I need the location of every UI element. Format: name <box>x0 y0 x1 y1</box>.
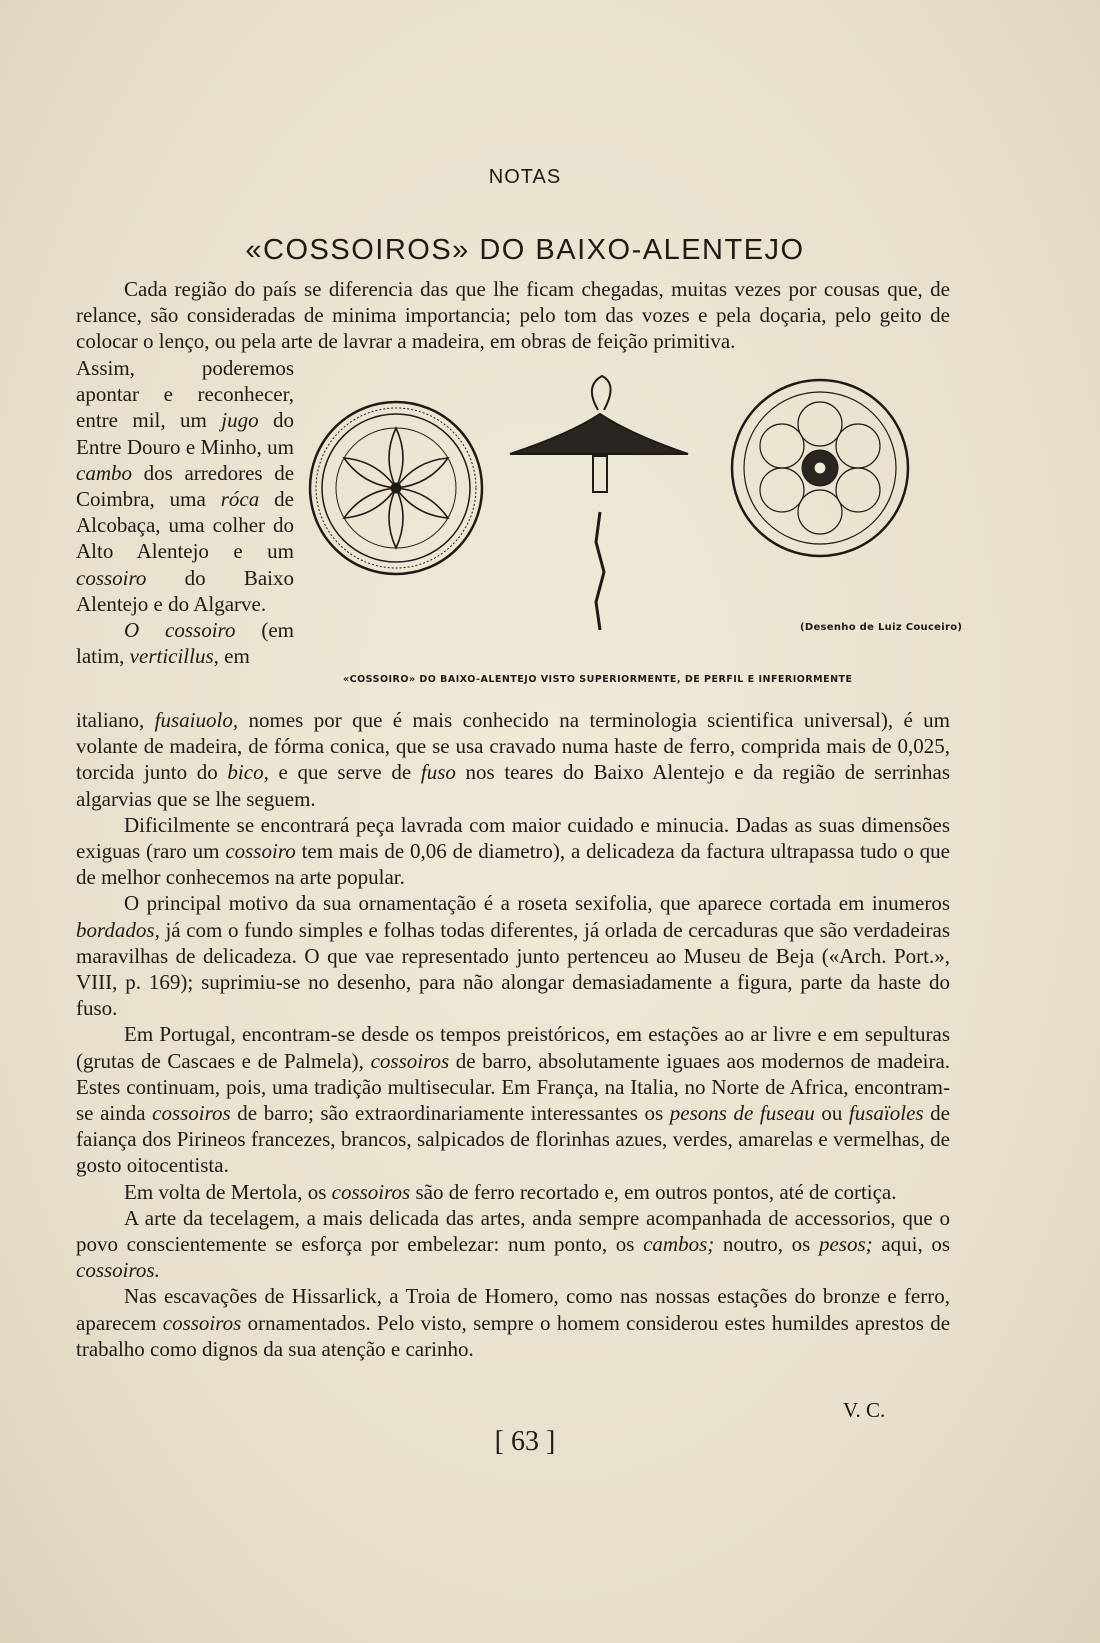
word-pesos: pesos; <box>818 1232 873 1257</box>
word-cambos: cambos; <box>643 1232 715 1257</box>
word-fusaiuolo: fusaiuolo, <box>154 708 239 732</box>
p2-text-a: italiano, <box>76 708 145 732</box>
p6-text-b: são de ferro recortado e, em outros pontos, até de cortiça. <box>415 1179 897 1204</box>
col-text-f: (em latim, <box>76 618 294 669</box>
p2-text-c: e que serve de <box>278 760 412 785</box>
article-title: «COSSOIROS» DO BAIXO-ALENTEJO <box>245 234 805 266</box>
cossoiro-figure <box>300 372 963 682</box>
intro-text: Cada região do país se diferencia das que lhe ficam chegadas, muitas vezes por cousas que, de relance, são consideradas de minima importancia; pelo tom das vozes e pela doçaria, pelo geito de colocar o lenço, ou pela arte de lavrar a madeira, em obras de feição primitiva. <box>76 277 950 354</box>
word-fuso: fuso <box>420 760 456 785</box>
p4-text-a: O principal motivo da sua ornamentação é a roseta sexifolia, que aparece cortada em inumeros <box>124 891 950 916</box>
intro-paragraph <box>76 276 950 356</box>
col-para2 <box>76 617 294 669</box>
left-column <box>76 355 294 669</box>
word-cossoiros-p5a: cossoiros <box>370 1048 450 1073</box>
profile-view-drawing <box>510 376 688 630</box>
word-cossoiros-p7: cossoiros. <box>76 1258 160 1283</box>
p7-text-a: A arte da tecelagem, a mais delicada das artes, anda sempre acompanhada de accessorios, que o povo conscientemente se esforça por embelezar: num ponto, os <box>76 1205 950 1257</box>
word-o-cossoiro: O cossoiro <box>124 618 236 643</box>
word-cossoiro: cossoiro <box>76 565 147 590</box>
word-cossoiro-p3: cossoiro <box>225 839 296 864</box>
col-text-a: Assim, poderemos apontar e reconhecer, entre mil, um <box>76 356 294 433</box>
word-bordados: bordados, <box>76 917 160 942</box>
word-cossoiros-p5b: cossoiros <box>152 1101 231 1126</box>
col-text-d: de Alcobaça, uma colher do Alto Alentejo e um <box>76 487 294 564</box>
word-bico: bico, <box>227 760 269 785</box>
p3-text-a: Dificilmente se encontrará peça lavrada com maior cuidado e minucia. Dadas as suas dimensões exiguas (raro um <box>76 812 950 864</box>
p5-text-b: de barro, absolutamente iguaes aos modernos de madeira. Estes continuam, pois, uma tradição multisecular. Em França, na Italia, no Norte de Africa, encontram-se ainda <box>76 1048 951 1126</box>
word-fusaioles: fusaïoles <box>848 1101 924 1126</box>
p6-text-a: Em volta de Mertola, os <box>124 1179 327 1204</box>
col-text-g: em <box>224 644 250 669</box>
p8-text-b: ornamentados. Pelo visto, sempre o homem considerou estes humildes aprestos de trabalho como dignos da sua atenção e carinho. <box>76 1310 951 1361</box>
p5-text-a: Em Portugal, encontram-se desde os tempos preistóricos, em estações ao ar livre e em sepulturas (grutas de Cascaes e de Palmela), <box>76 1022 950 1073</box>
para-4 <box>76 890 950 1021</box>
col-text-e: do Baixo Alentejo e do Algarve. <box>76 565 294 616</box>
p2-text-b: nomes por que é mais conhecido na terminologia scientifica universal), é um volante de madeira, de fórma conica, que se usa cravado numa haste de ferro, comprida mais de 0,025, torcida junto do <box>76 708 951 785</box>
para-5 <box>76 1021 950 1178</box>
word-jugo: jugo <box>221 408 259 433</box>
p7-text-b: noutro, os <box>722 1232 811 1257</box>
top-view-drawing <box>310 402 482 574</box>
col-text-b: do Entre Douro e Minho, um <box>76 408 295 459</box>
para-6 <box>76 1179 950 1205</box>
word-cossoiros-p6: cossoiros <box>331 1179 411 1204</box>
word-roca: róca <box>220 487 260 512</box>
figure-credit: (Desenho de Luiz Couceiro) <box>800 622 963 633</box>
word-pesons: pesons de fuseau <box>669 1101 815 1126</box>
para-2-cont <box>76 707 950 812</box>
word-cambo: cambo <box>76 460 132 485</box>
p8-text-a: Nas escavações de Hissarlick, a Troia de Homero, como nas nossas estações do bronze e ferro, aparecem <box>76 1284 950 1335</box>
bottom-view-drawing <box>732 380 908 556</box>
word-cossoiros-p8: cossoiros <box>162 1310 242 1335</box>
body-text <box>76 707 950 1362</box>
p7-text-c: aqui, os <box>881 1232 951 1257</box>
para-8 <box>76 1283 950 1362</box>
section-label: NOTAS <box>488 166 562 188</box>
para-7 <box>76 1205 950 1284</box>
author-signature: V. C. <box>843 1398 886 1422</box>
page-number: [ 63 ] <box>494 1426 556 1457</box>
figure-caption: «COSSOIRO» DO BAIXO-ALENTEJO VISTO SUPERIORMENTE, DE PERFIL E INFERIORMENTE <box>343 674 853 685</box>
word-verticillus: verticillus, <box>129 644 219 669</box>
p5-text-d: ou <box>821 1101 843 1126</box>
p4-text-b: já com o fundo simples e folhas todas diferentes, já orlada de cercaduras que são verdadeiras maravilhas de delicadeza. O que vae representado junto pertenceu ao Museu de Beja («Arch. Port.», VIII, p. 169); suprimiu-se no desenho, para não alongar demasiadamente a figura, parte da haste do fuso. <box>76 917 951 1021</box>
col-text-c: dos arredores de Coimbra, uma <box>76 460 295 512</box>
p2-text-d: nos teares do Baixo Alentejo e da região de serrinhas algarvias que se lhe seguem. <box>76 760 951 811</box>
p3-text-b: tem mais de 0,06 de diametro), a delicadeza da factura ultrapassa tudo o que de melhor conhecemos na arte popular. <box>76 839 951 890</box>
p5-text-c: de barro; são extraordinariamente interessantes os <box>237 1101 664 1126</box>
p5-text-e: de faiança dos Pirineos francezes, brancos, salpicados de florinhas azues, verdes, amarelas e vermelhas, de gosto oitocentista. <box>76 1101 950 1178</box>
para-3 <box>76 812 950 891</box>
